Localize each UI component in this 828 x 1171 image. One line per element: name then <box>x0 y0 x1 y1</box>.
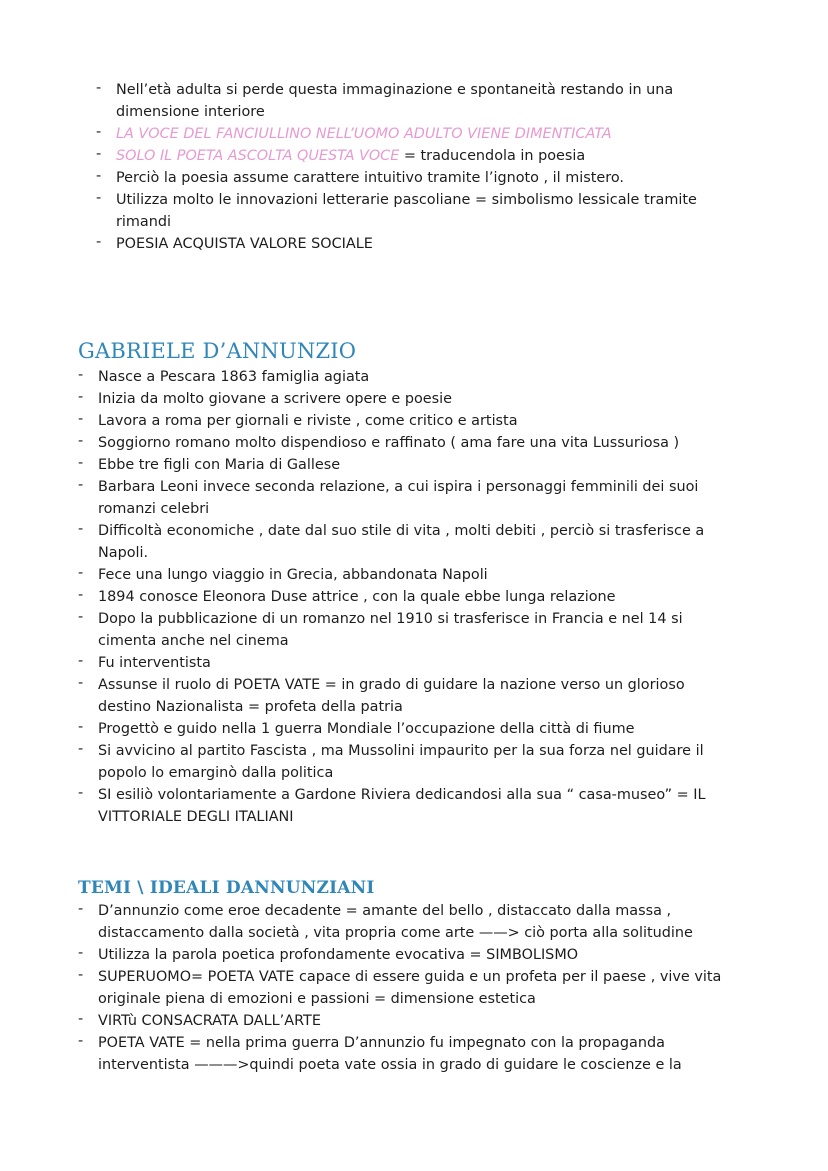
list-item: - POESIA ACQUISTA VALORE SOCIALE <box>96 233 736 255</box>
list-item: - 1894 conosce Eleonora Duse attrice , con la quale ebbe lunga relazione <box>78 586 738 608</box>
fanciullino-notes-list <box>96 79 736 255</box>
list-item: - SUPERUOMO= POETA VATE capace di essere guida e un profeta per il paese , vive vita originale piena di emozioni e passioni = dimensione estetica <box>78 966 738 1010</box>
list-item: - Barbara Leoni invece seconda relazione, a cui ispira i personaggi femminili dei suoi romanzi celebri <box>78 476 738 520</box>
themes-list <box>78 900 738 1076</box>
list-item: - Soggiorno romano molto dispendioso e raffinato ( ama fare una vita Lussuriosa ) <box>78 432 738 454</box>
highlighted-text: LA VOCE DEL FANCIULLINO NELL’UOMO ADULTO VIENE DIMENTICATA <box>116 126 612 142</box>
section-title-temi: TEMI \ IDEALI DANNUNZIANI <box>78 878 375 898</box>
list-item: - Perciò la poesia assume carattere intuitivo tramite l’ignoto , il mistero. <box>96 167 736 189</box>
list-item: - D’annunzio come eroe decadente = amante del bello , distaccato dalla massa , distaccamento dalla società , vita propria come arte ——> ciò porta alla solitudine <box>78 900 738 944</box>
biography-list <box>78 366 738 828</box>
list-item: - Progettò e guido nella 1 guerra Mondiale l’occupazione della città di fiume <box>78 718 738 740</box>
list-item: - Ebbe tre figli con Maria di Gallese <box>78 454 738 476</box>
list-item: - Fu interventista <box>78 652 738 674</box>
list-item: - Nasce a Pescara 1863 famiglia agiata <box>78 366 738 388</box>
section-title-dannunzio: GABRIELE D’ANNUNZIO <box>78 339 357 363</box>
list-item: - Utilizza molto le innovazioni letterarie pascoliane = simbolismo lessicale tramite rimandi <box>96 189 736 233</box>
list-item: - Si avvicino al partito Fascista , ma Mussolini impaurito per la sua forza nel guidare il popolo lo emarginò dalla politica <box>78 740 738 784</box>
list-item: - SI esiliò volontariamente a Gardone Riviera dedicandosi alla sua “ casa-museo” = IL VITTORIALE DEGLI ITALIANI <box>78 784 738 828</box>
list-item: - Dopo la pubblicazione di un romanzo nel 1910 si trasferisce in Francia e nel 14 si cimenta anche nel cinema <box>78 608 738 652</box>
list-item: - POETA VATE = nella prima guerra D’annunzio fu impegnato con la propaganda interventista ———>quindi poeta vate ossia in grado di guidare le coscienze e la <box>78 1032 738 1076</box>
list-item: - SOLO IL POETA ASCOLTA QUESTA VOCE = traducendola in poesia <box>96 145 736 167</box>
list-item: - Inizia da molto giovane a scrivere opere e poesie <box>78 388 738 410</box>
list-item: - VIRTù CONSACRATA DALL’ARTE <box>78 1010 738 1032</box>
list-item <box>96 123 736 145</box>
list-item: - Difficoltà economiche , date dal suo stile di vita , molti debiti , perciò si trasferisce a Napoli. <box>78 520 738 564</box>
list-item: - Nell’età adulta si perde questa immaginazione e spontaneità restando in una dimensione interiore <box>96 79 736 123</box>
list-item: - Lavora a roma per giornali e riviste , come critico e artista <box>78 410 738 432</box>
list-item: - Utilizza la parola poetica profondamente evocativa = SIMBOLISMO <box>78 944 738 966</box>
highlighted-text: SOLO IL POETA ASCOLTA QUESTA VOCE <box>116 148 400 164</box>
list-item: - Fece una lungo viaggio in Grecia, abbandonata Napoli <box>78 564 738 586</box>
list-item: - Assunse il ruolo di POETA VATE = in grado di guidare la nazione verso un glorioso destino Nazionalista = profeta della patria <box>78 674 738 718</box>
